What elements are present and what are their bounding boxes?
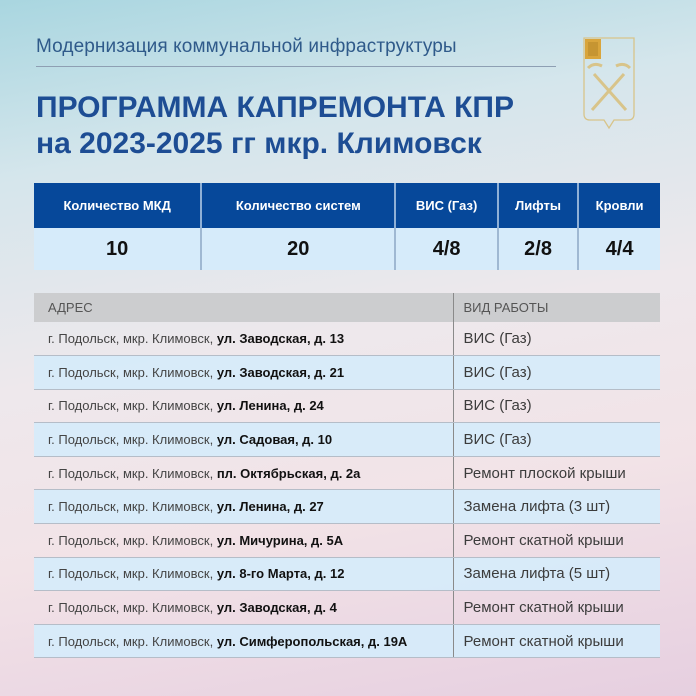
table-row	[34, 624, 660, 658]
address-cell	[34, 423, 453, 457]
coat-of-arms-icon	[582, 36, 636, 132]
summary-value-systems: 20	[201, 228, 395, 270]
divider	[36, 66, 556, 67]
address-prefix: г. Подольск, мкр. Климовск,	[48, 398, 217, 414]
address-prefix: г. Подольск, мкр. Климовск,	[48, 432, 217, 448]
table-row	[34, 389, 660, 423]
address-street: ул. Ленина, д. 24	[216, 398, 324, 414]
title-line-2: на 2023-2025 гг мкр. Климовск	[36, 127, 482, 160]
address-street: ул. Садовая, д. 10	[216, 432, 333, 448]
table-row	[34, 524, 660, 558]
summary-value-roofs: 4/4	[578, 228, 660, 270]
address-street: ул. Заводская, д. 21	[216, 364, 345, 380]
address-street: пл. Октябрьская, д. 2а	[216, 465, 361, 481]
work-type-cell: Замена лифта (3 шт)	[453, 490, 660, 524]
work-type-cell: Замена лифта (5 шт)	[453, 557, 660, 591]
address-street: ул. Заводская, д. 4	[216, 600, 337, 616]
work-type-cell: ВИС (Газ)	[453, 356, 660, 390]
summary-value-gas: 4/8	[395, 228, 498, 270]
address-prefix: г. Подольск, мкр. Климовск,	[48, 532, 217, 548]
work-type-cell: Ремонт скатной крыши	[453, 624, 660, 658]
address-prefix: г. Подольск, мкр. Климовск,	[48, 331, 217, 347]
table-row	[34, 456, 660, 490]
table-row	[34, 356, 660, 390]
header-address: АДРЕС	[34, 293, 453, 322]
table-row	[34, 557, 660, 591]
work-type-cell: Ремонт скатной крыши	[453, 591, 660, 625]
work-type-cell: Ремонт скатной крыши	[453, 524, 660, 558]
address-street: ул. Ленина, д. 27	[216, 499, 324, 515]
address-street: ул. Заводская, д. 13	[216, 331, 345, 347]
address-cell	[34, 389, 453, 423]
table-row	[34, 423, 660, 457]
summary-header-lifts: Лифты	[498, 183, 578, 228]
summary-header-mkd: Количество МКД	[34, 183, 201, 228]
page-title	[36, 90, 514, 162]
address-prefix: г. Подольск, мкр. Климовск,	[48, 633, 217, 649]
title-line-1: ПРОГРАММА КАПРЕМОНТА КПР	[36, 91, 515, 124]
address-cell	[34, 557, 453, 591]
address-street: ул. Мичурина, д. 5А	[216, 532, 344, 548]
summary-value-mkd: 10	[34, 228, 201, 270]
address-street: ул. Симферопольская, д. 19А	[216, 633, 408, 649]
address-cell	[34, 356, 453, 390]
table-row	[34, 322, 660, 356]
subtitle: Модернизация коммунальной инфраструктуры	[36, 36, 457, 57]
work-type-cell: ВИС (Газ)	[453, 423, 660, 457]
address-street: ул. 8-го Марта, д. 12	[216, 566, 345, 582]
address-cell	[34, 456, 453, 490]
address-table	[34, 293, 660, 658]
summary-header-systems: Количество систем	[201, 183, 395, 228]
work-type-cell: ВИС (Газ)	[453, 322, 660, 356]
summary-value-lifts: 2/8	[498, 228, 578, 270]
summary-header-roofs: Кровли	[578, 183, 660, 228]
address-cell	[34, 591, 453, 625]
work-type-cell: ВИС (Газ)	[453, 389, 660, 423]
summary-table	[34, 183, 660, 270]
header-work-type: ВИД РАБОТЫ	[453, 293, 660, 322]
address-prefix: г. Подольск, мкр. Климовск,	[48, 566, 217, 582]
work-type-cell: Ремонт плоской крыши	[453, 456, 660, 490]
address-cell	[34, 624, 453, 658]
address-prefix: г. Подольск, мкр. Климовск,	[48, 364, 217, 380]
address-prefix: г. Подольск, мкр. Климовск,	[48, 600, 217, 616]
address-prefix: г. Подольск, мкр. Климовск,	[48, 465, 217, 481]
table-row	[34, 490, 660, 524]
table-row	[34, 591, 660, 625]
summary-header-gas: ВИС (Газ)	[395, 183, 498, 228]
address-cell	[34, 322, 453, 356]
address-cell	[34, 490, 453, 524]
address-prefix: г. Подольск, мкр. Климовск,	[48, 499, 217, 515]
address-cell	[34, 524, 453, 558]
